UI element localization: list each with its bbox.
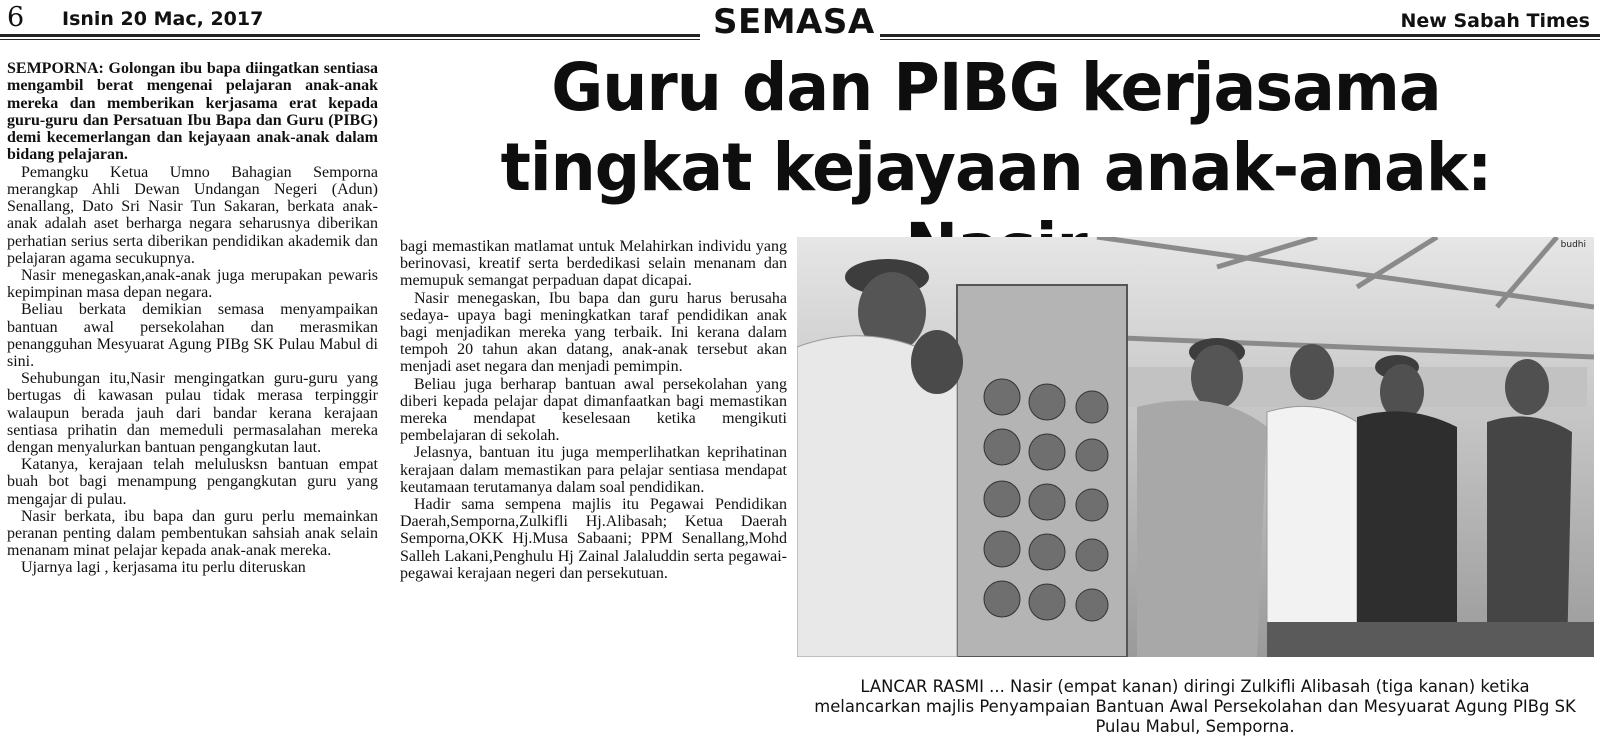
masthead — [0, 0, 1600, 42]
article-column-1 — [7, 60, 378, 577]
news-photo — [797, 237, 1594, 657]
lead-paragraph: SEMPORNA: Golongan ibu bapa diingatkan sentiasa mengambil berat mengenai pelajaran anak-anak mereka dan memberikan kerjasama erat kepada guru-guru dan Persatuan Ibu Bapa dan Guru (PIBG) demi kecemerlangan dan kejayaan anak-anak dalam bidang pelajaran. — [7, 60, 378, 164]
paragraph: Katanya, kerajaan telah melulusksn bantuan empat buah bot bagi menampung pengangkutan guru yang mengajar di pulau. — [7, 456, 378, 508]
issue-date: Isnin 20 Mac, 2017 — [62, 8, 264, 30]
article-column-2 — [400, 238, 787, 582]
photo-illustration — [797, 237, 1594, 657]
paragraph: Sehubungan itu,Nasir mengingatkan guru-guru yang bertugas di kawasan pulau tidak merasa terpinggir walaupun berada jauh dari bandar kerana kerajaan sentiasa prihatin dan memeduli permasalahan mereka dengan menyalurkan bantuan pengangkutan laut. — [7, 370, 378, 457]
photo-caption: LANCAR RASMI ... Nasir (empat kanan) diringi Zulkifli Alibasah (tiga kanan) ketika melancarkan majlis Penyampaian Bantuan Awal Persekolahan dan Mesyuarat Agung PIBg SK Pulau Mabul, Semporna. — [814, 677, 1576, 736]
header-rule-right — [880, 34, 1600, 40]
headline: Guru dan PIBG kerjasama tingkat kejayaan anak-anak: — [500, 49, 1492, 206]
paragraph: Beliau juga berharap bantuan awal persekolahan yang diberi kepada pelajar dapat dimanfaatkan bagi memastikan mereka mendapat keselesaan ketika mengikuti pembelajaran di sekolah. — [400, 375, 787, 445]
paragraph: Hadir sama sempena majlis itu Pegawai Pendidikan Daerah,Semporna,Zulkifli Hj.Alibasah; Ketua Daerah Semporna,OKK Hj.Musa Sabaani; PPM Senallang,Mohd Salleh Lakani,Penghulu Hj Zainal Jalaluddin serta pegawai-pegawai kerajaan negeri dan persekutuan. — [400, 496, 787, 582]
photo-credit: budhi — [1560, 240, 1586, 250]
page-number: 6 — [7, 2, 25, 33]
paragraph: Ujarnya lagi , kerjasama itu perlu diteruskan — [21, 559, 306, 577]
paragraph: Beliau berkata demikian semasa menyampaikan bantuan awal persekolahan dan merasmikan penangguhan Mesyuarat Agung PIBg SK Pulau Mabul di sini. — [7, 301, 378, 371]
paragraph: Nasir menegaskan, Ibu bapa dan guru harus berusaha sedaya- upaya bagi meningkatkan taraf pendidikan anak bagi menjadikan mereka yang terbaik. Ini kerana dalam tempoh 20 tahun akan datang, anak-anak tersebut akan menjadi aset negara dan menjadi pemimpin. — [400, 289, 787, 376]
publication-name: New Sabah Times — [1400, 10, 1590, 32]
paragraph: Nasir berkata, ibu bapa dan guru perlu memainkan peranan penting dalam pembentukan sahsiah anak selain menanam minat pelajar kepada anak-anak mereka. — [7, 507, 378, 560]
paragraph: bagi memastikan matlamat untuk Melahirkan individu yang berinovasi, kreatif serta berdedikasi selain menanam dan memupuk semangat perpaduan dapat dicapai. — [400, 238, 787, 290]
paragraph: Jelasnya, bantuan itu juga memperlihatkan keprihatinan kerajaan dalam memastikan para pelajar sentiasa mendapat keutamaan terutamanya dalam soal pendidikan. — [400, 444, 787, 496]
section-title: SEMASA — [713, 2, 875, 42]
paragraph: Nasir menegaskan,anak-anak juga merupakan pewaris kepimpinan masa depan negara. — [7, 267, 378, 302]
header-rule-left — [0, 34, 700, 40]
paragraph: Pemangku Ketua Umno Bahagian Semporna merangkap Ahli Dewan Undangan Negeri (Adun) Senallang, Dato Sri Nasir Tun Sakaran, berkata anak-anak adalah aset berharga negara seharusnya diberikan perhatian serius serta diberikan pendidikan akademik dan pelajaran agama secukupnya. — [7, 163, 378, 267]
